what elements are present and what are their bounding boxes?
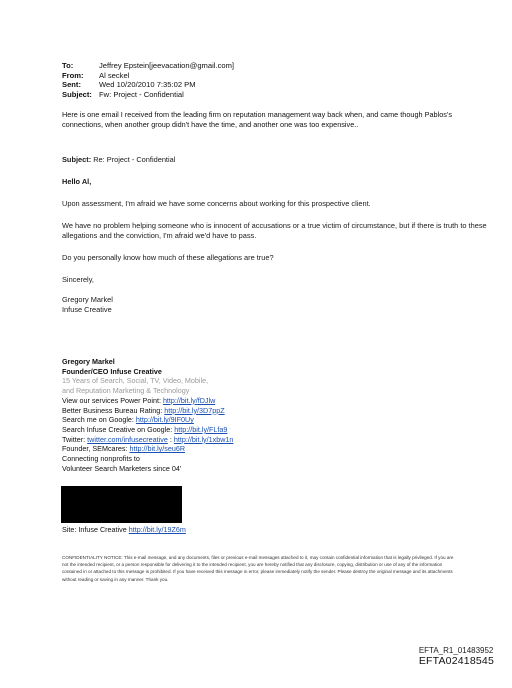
to-row xyxy=(62,61,234,71)
site-link[interactable]: http://bit.ly/19Z6m xyxy=(128,525,186,534)
signature-line-label: Search Infuse Creative on Google: xyxy=(62,424,175,434)
email-header xyxy=(62,61,234,99)
site-label: Site: Infuse Creative xyxy=(62,525,129,534)
greeting: Hello Al, xyxy=(62,177,92,186)
signature-line xyxy=(62,435,233,445)
confidentiality-notice: CONFIDENTIALITY NOTICE: This e-mail message, and any documents, files or previous e-mail messages attached to it, may contain confidential information that is legally privileged. If you are not the intended recipient, or a person responsible for delivering it to the intended recipient, you are hereby notified that any disclosure, copying, distribution or use of any of the information contained in or attached to this message is prohibited. If you have received this message in error, please immediately notify the sender. Please destroy the original message and its attachments without reading or saving in any manner. Thank you. xyxy=(62,555,454,582)
from-label: From: xyxy=(62,70,84,80)
closing: Sincerely, xyxy=(62,275,94,284)
sign-company: Infuse Creative xyxy=(62,305,112,314)
twitter-short-link[interactable]: http://bit.ly/1xbw1n xyxy=(173,434,234,444)
subject-value: Fw: Project - Confidential xyxy=(99,89,184,99)
signature-tagline-1: 15 Years of Search, Social, TV, Video, Mobile, xyxy=(62,376,209,386)
twitter-link[interactable]: twitter.com/infusecreative xyxy=(87,434,168,444)
subject-row xyxy=(62,90,234,100)
signature-title: Founder/CEO Infuse Creative xyxy=(62,366,162,376)
bates-stamp xyxy=(419,646,494,667)
forwarded-message xyxy=(62,155,492,315)
subject-label: Subject: xyxy=(62,89,92,99)
nonprofit-line-2: Volunteer Search Marketers since 04' xyxy=(62,463,182,473)
paragraph-1: Upon assessment, I'm afraid we have some concerns about working for this prospective client. xyxy=(62,199,371,208)
bates-number-1: EFTA_R1_01483952 xyxy=(418,646,494,655)
site-line xyxy=(62,525,186,534)
bbb-rating-link[interactable]: http://bit.ly/3D7ppZ xyxy=(164,405,225,415)
signature-line xyxy=(62,425,233,435)
to-value: Jeffrey Epstein[jeevacation@gmail.com] xyxy=(99,61,235,70)
bates-number-2: EFTA02418545 xyxy=(418,655,494,667)
signature-name: Gregory Markel xyxy=(62,357,115,366)
signature-line-label: Better Business Bureau Rating: xyxy=(62,405,165,415)
sent-label: Sent: xyxy=(62,80,81,90)
signature-line xyxy=(62,406,233,416)
to-label: To: xyxy=(62,61,74,70)
google-search-me-link[interactable]: http://bit.ly/9IF0Uy xyxy=(135,415,194,425)
link-separator: : xyxy=(167,434,174,444)
paragraph-3: Do you personally know how much of these allegations are true? xyxy=(62,253,274,262)
signature-line-label: Founder, SEMcares: xyxy=(62,444,130,454)
signature-line-label: Twitter: xyxy=(62,434,88,444)
signature-line-label: View our services Power Point: xyxy=(62,395,163,405)
paragraph-2: We have no problem helping someone who is innocent of accusations or a true victim of circumstance, but if there is truth to these allegations and the conviction, I'm afraid we'd have to pass. xyxy=(62,221,487,240)
signature-block xyxy=(62,357,233,473)
nonprofit-line-1: Connecting nonprofits to xyxy=(62,454,140,464)
signature-line xyxy=(62,415,233,425)
message-subject xyxy=(62,155,492,165)
signature-line-label: Search me on Google: xyxy=(62,415,136,425)
message-subject-value: Re: Project - Confidential xyxy=(93,155,176,164)
semcares-link[interactable]: http://bit.ly/seu6R xyxy=(129,444,186,454)
powerpoint-link[interactable]: http://bit.ly/fDJlw xyxy=(162,395,216,405)
signature-line xyxy=(62,396,233,406)
signature-tagline-2: and Reputation Marketing & Technology xyxy=(62,386,190,396)
message-subject-label: Subject: xyxy=(62,155,92,164)
sent-value: Wed 10/20/2010 7:35:02 PM xyxy=(99,80,196,90)
signature-line xyxy=(62,444,233,454)
intro-text: Here is one email I received from the leading firm on reputation management way back when, and came though Pablos's connections, when another group didn't have the time, and another one was too expensive.. xyxy=(62,110,452,129)
sent-row xyxy=(62,80,234,90)
from-row xyxy=(62,71,234,81)
google-search-company-link[interactable]: http://bit.ly/FLfa9 xyxy=(174,424,228,434)
sign-name: Gregory Markel xyxy=(62,295,113,304)
from-value: Al seckel xyxy=(99,70,130,80)
redaction-box xyxy=(61,486,182,523)
